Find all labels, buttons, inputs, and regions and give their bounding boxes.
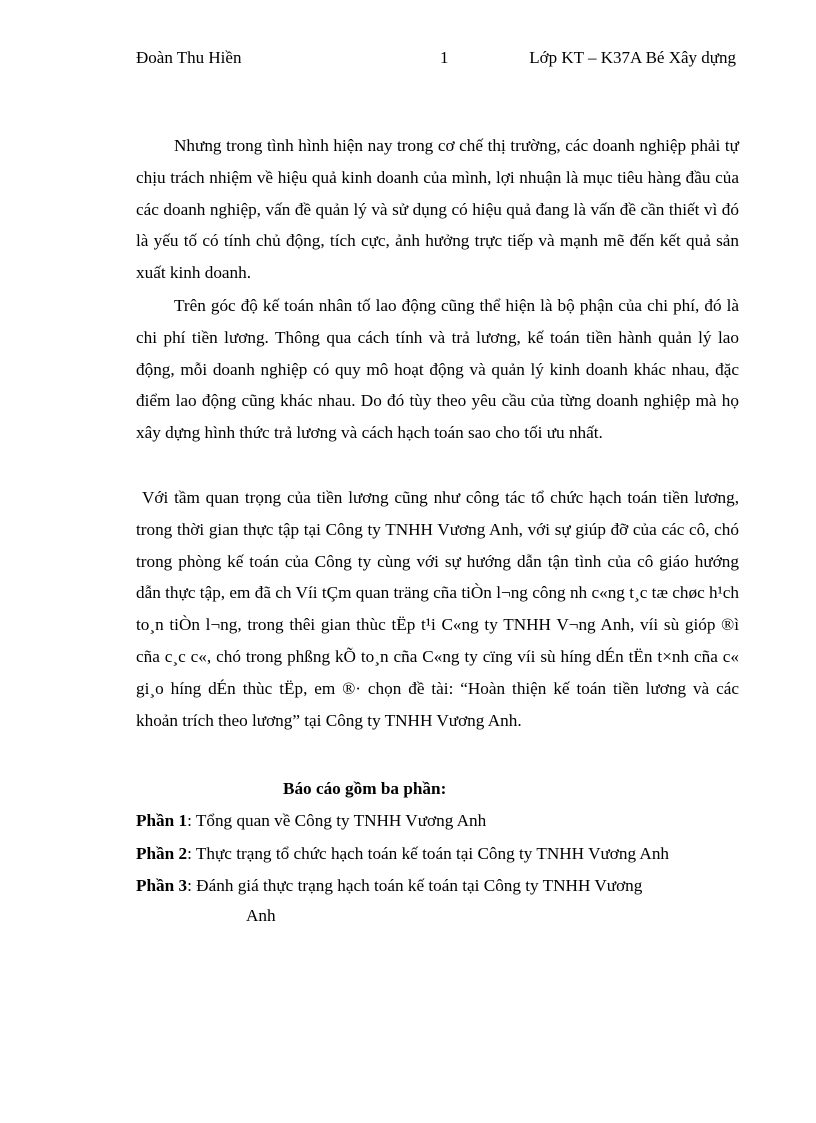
- part-1: [136, 809, 486, 833]
- part-1-label: Phần 1: [136, 811, 188, 830]
- paragraph-3: Với tầm quan trọng của tiền lương cũng như công tác tổ chức hạch toán tiền lương, trong thời gian thực tập tại Công ty TNHH Vương Anh, với sự giúp đỡ của các cô, chó trong phòng kế toán của Công ty cùng với sự hướng dẫn tận tình của cô giáo hướng dẫn thực tập, em đã ch Víi tÇm quan träng cña tiÒn l¬ng công nh c«ng t¸c tæ chøc h¹ch to¸n tiÒn l¬ng, trong thêi gian thùc tËp t¹i C«ng ty TNHH V¬ng Anh, víi sù gióp ®ì cña c¸c c«, chó trong phßng kÕ to¸n cña C«ng ty cïng víi sù híng dÉn tËn t×nh cña c« gi¸o híng dÉn thùc tËp, em ®· chọn đề tài: “Hoàn thiện kế toán tiền lương và các khoản trích theo lương” tại Công ty TNHH Vương Anh.: [136, 488, 739, 730]
- part-2-label: Phần 2: [136, 844, 188, 863]
- part-3-label: Phần 3: [136, 876, 188, 895]
- paragraph-1: Nhưng trong tình hình hiện nay trong cơ chế thị trường, các doanh nghiệp phải tự chịu trách nhiệm về hiệu quả kinh doanh của mình, lợi nhuận là mục tiêu hàng đầu của các doanh nghiệp, vấn đề quản lý và sử dụng có hiệu quả đang là vấn đề cần thiết vì đó là yếu tố có tính chủ động, tích cực, ảnh hưởng trực tiếp và mạnh mẽ đến kết quả sản xuất kinh doanh.: [136, 136, 739, 283]
- author-name: Đoàn Thu Hiền: [136, 48, 242, 67]
- page-header: [136, 48, 736, 72]
- class-info: Lớp KT – K37A Bé Xây dựng: [529, 48, 736, 67]
- report-heading: Báo cáo gồm ba phần:: [283, 779, 447, 798]
- part-2: [136, 842, 669, 866]
- page-number: 1: [440, 48, 449, 67]
- part-3-continuation: Anh: [246, 906, 276, 925]
- part-1-text: : Tổng quan về Công ty TNHH Vương Anh: [187, 811, 487, 830]
- paragraph-2: Trên góc độ kế toán nhân tố lao động cũng thể hiện là bộ phận của chi phí, đó là chi phí tiền lương. Thông qua cách tính và trả lương, kế toán tiền hành quản lý lao động, mỗi doanh nghiệp có quy mô hoạt động và quản lý kinh doanh khác nhau, đặc điểm lao động cũng khác nhau. Do đó tùy theo yêu cầu của từng doanh nghiệp mà họ xây dựng hình thức trả lương và cách hạch toán sao cho tối ưu nhất.: [136, 296, 739, 443]
- part-2-text: : Thực trạng tổ chức hạch toán kế toán tại Công ty TNHH Vương Anh: [187, 844, 670, 863]
- part-3: [136, 874, 642, 898]
- part-3-text: : Đánh giá thực trạng hạch toán kế toán tại Công ty TNHH Vương: [187, 876, 643, 895]
